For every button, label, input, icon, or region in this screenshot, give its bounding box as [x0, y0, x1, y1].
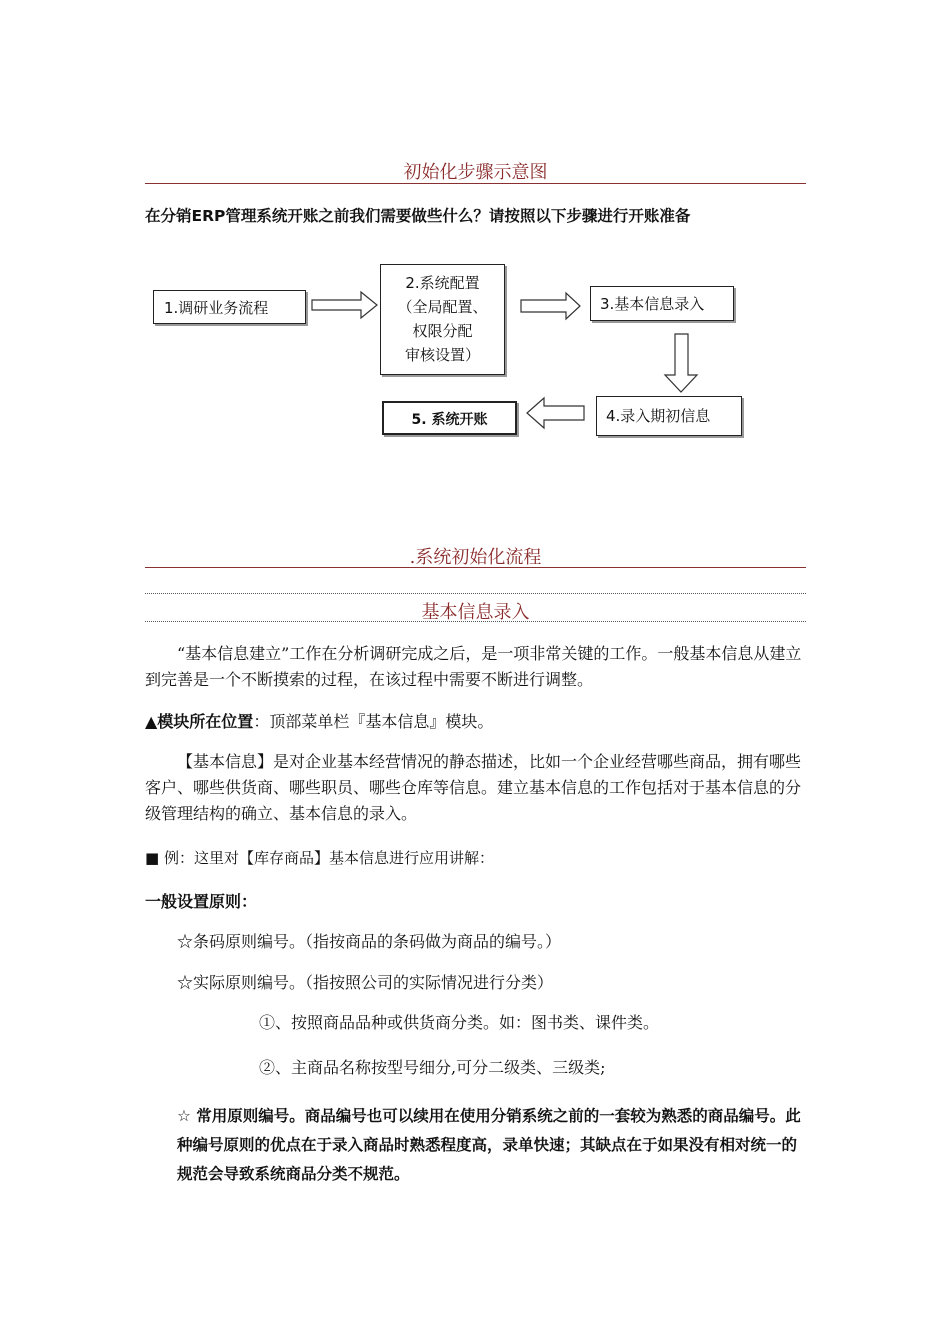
basic-info-paragraph	[145, 749, 810, 827]
flow-step-2-line3: 权限分配	[412, 322, 473, 340]
section-title-init-process: .系统初始化流程	[409, 547, 542, 568]
subsection-title-basic-info: 基本信息录入	[421, 602, 530, 623]
arrow-right-icon	[521, 293, 580, 319]
section-divider	[145, 567, 806, 568]
principle-barcode: ☆条码原则编号。（指按商品的条码做为商品的编号。）	[177, 932, 562, 951]
arrow-left-icon	[527, 398, 584, 428]
principle-actual: ☆实际原则编号。（指按照公司的实际情况进行分类）	[177, 973, 554, 992]
module-location-text: ：顶部菜单栏『基本信息』模块。	[253, 712, 494, 731]
flow-step-5-label: 5. 系统开账	[411, 412, 488, 428]
flow-step-1-label: 1.调研业务流程	[164, 299, 269, 317]
principles-title: 一般设置原则：	[145, 892, 258, 911]
dotted-divider	[145, 621, 806, 622]
principle-common: ☆ 常用原则编号。商品编号也可以续用在使用分销系统之前的一套较为熟悉的商品编号。此种编号原则的优点在于录入商品时熟悉程度高，录单快速；其缺点在于如果没有相对统一的规范会导致系统商品分类不规范。	[177, 1107, 801, 1183]
intro-paragraph: “基本信息建立”工作在分析调研完成之后，是一项非常关键的工作。一般基本信息从建立到完善是一个不断摸索的过程，在该过程中需要不断进行调整。	[145, 644, 802, 689]
flow-step-2-line4: 审核设置）	[404, 346, 480, 364]
flow-step-4-label: 4.录入期初信息	[606, 407, 711, 425]
section-title-init-diagram: 初始化步骤示意图	[403, 162, 548, 183]
flow-arrows	[0, 0, 950, 480]
dotted-divider	[145, 593, 806, 594]
module-location	[145, 709, 810, 735]
principle-actual-sub2: ②、主商品名称按型号细分,可分二级类、三级类;	[259, 1058, 606, 1077]
basic-info-text: 是对企业基本经营情况的静态描述，比如一个企业经营哪些商品，拥有哪些客户、哪些供货商、哪些职员、哪些仓库等信息。建立基本信息的工作包括对于基本信息的分级管理结构的确立、基本信息的录入。	[145, 752, 802, 823]
flow-step-3-label: 3.基本信息录入	[600, 295, 705, 313]
example-line: ■ 例：这里对【库存商品】基本信息进行应用讲解：	[145, 849, 494, 867]
flow-step-2-line1: 2.系统配置	[405, 274, 480, 292]
module-location-label: ▲模块所在位置	[145, 712, 254, 731]
arrow-right-icon	[312, 292, 377, 318]
flow-step-2-line2: （全局配置、	[397, 298, 488, 316]
intro-question: 在分销ERP管理系统开账之前我们需要做些什么？请按照以下步骤进行开账准备	[145, 207, 691, 225]
principle-actual-sub1: ①、按照商品品种或供货商分类。如：图书类、课件类。	[259, 1013, 660, 1032]
arrow-down-icon	[665, 334, 697, 392]
basic-info-label: 【基本信息】	[177, 752, 274, 771]
